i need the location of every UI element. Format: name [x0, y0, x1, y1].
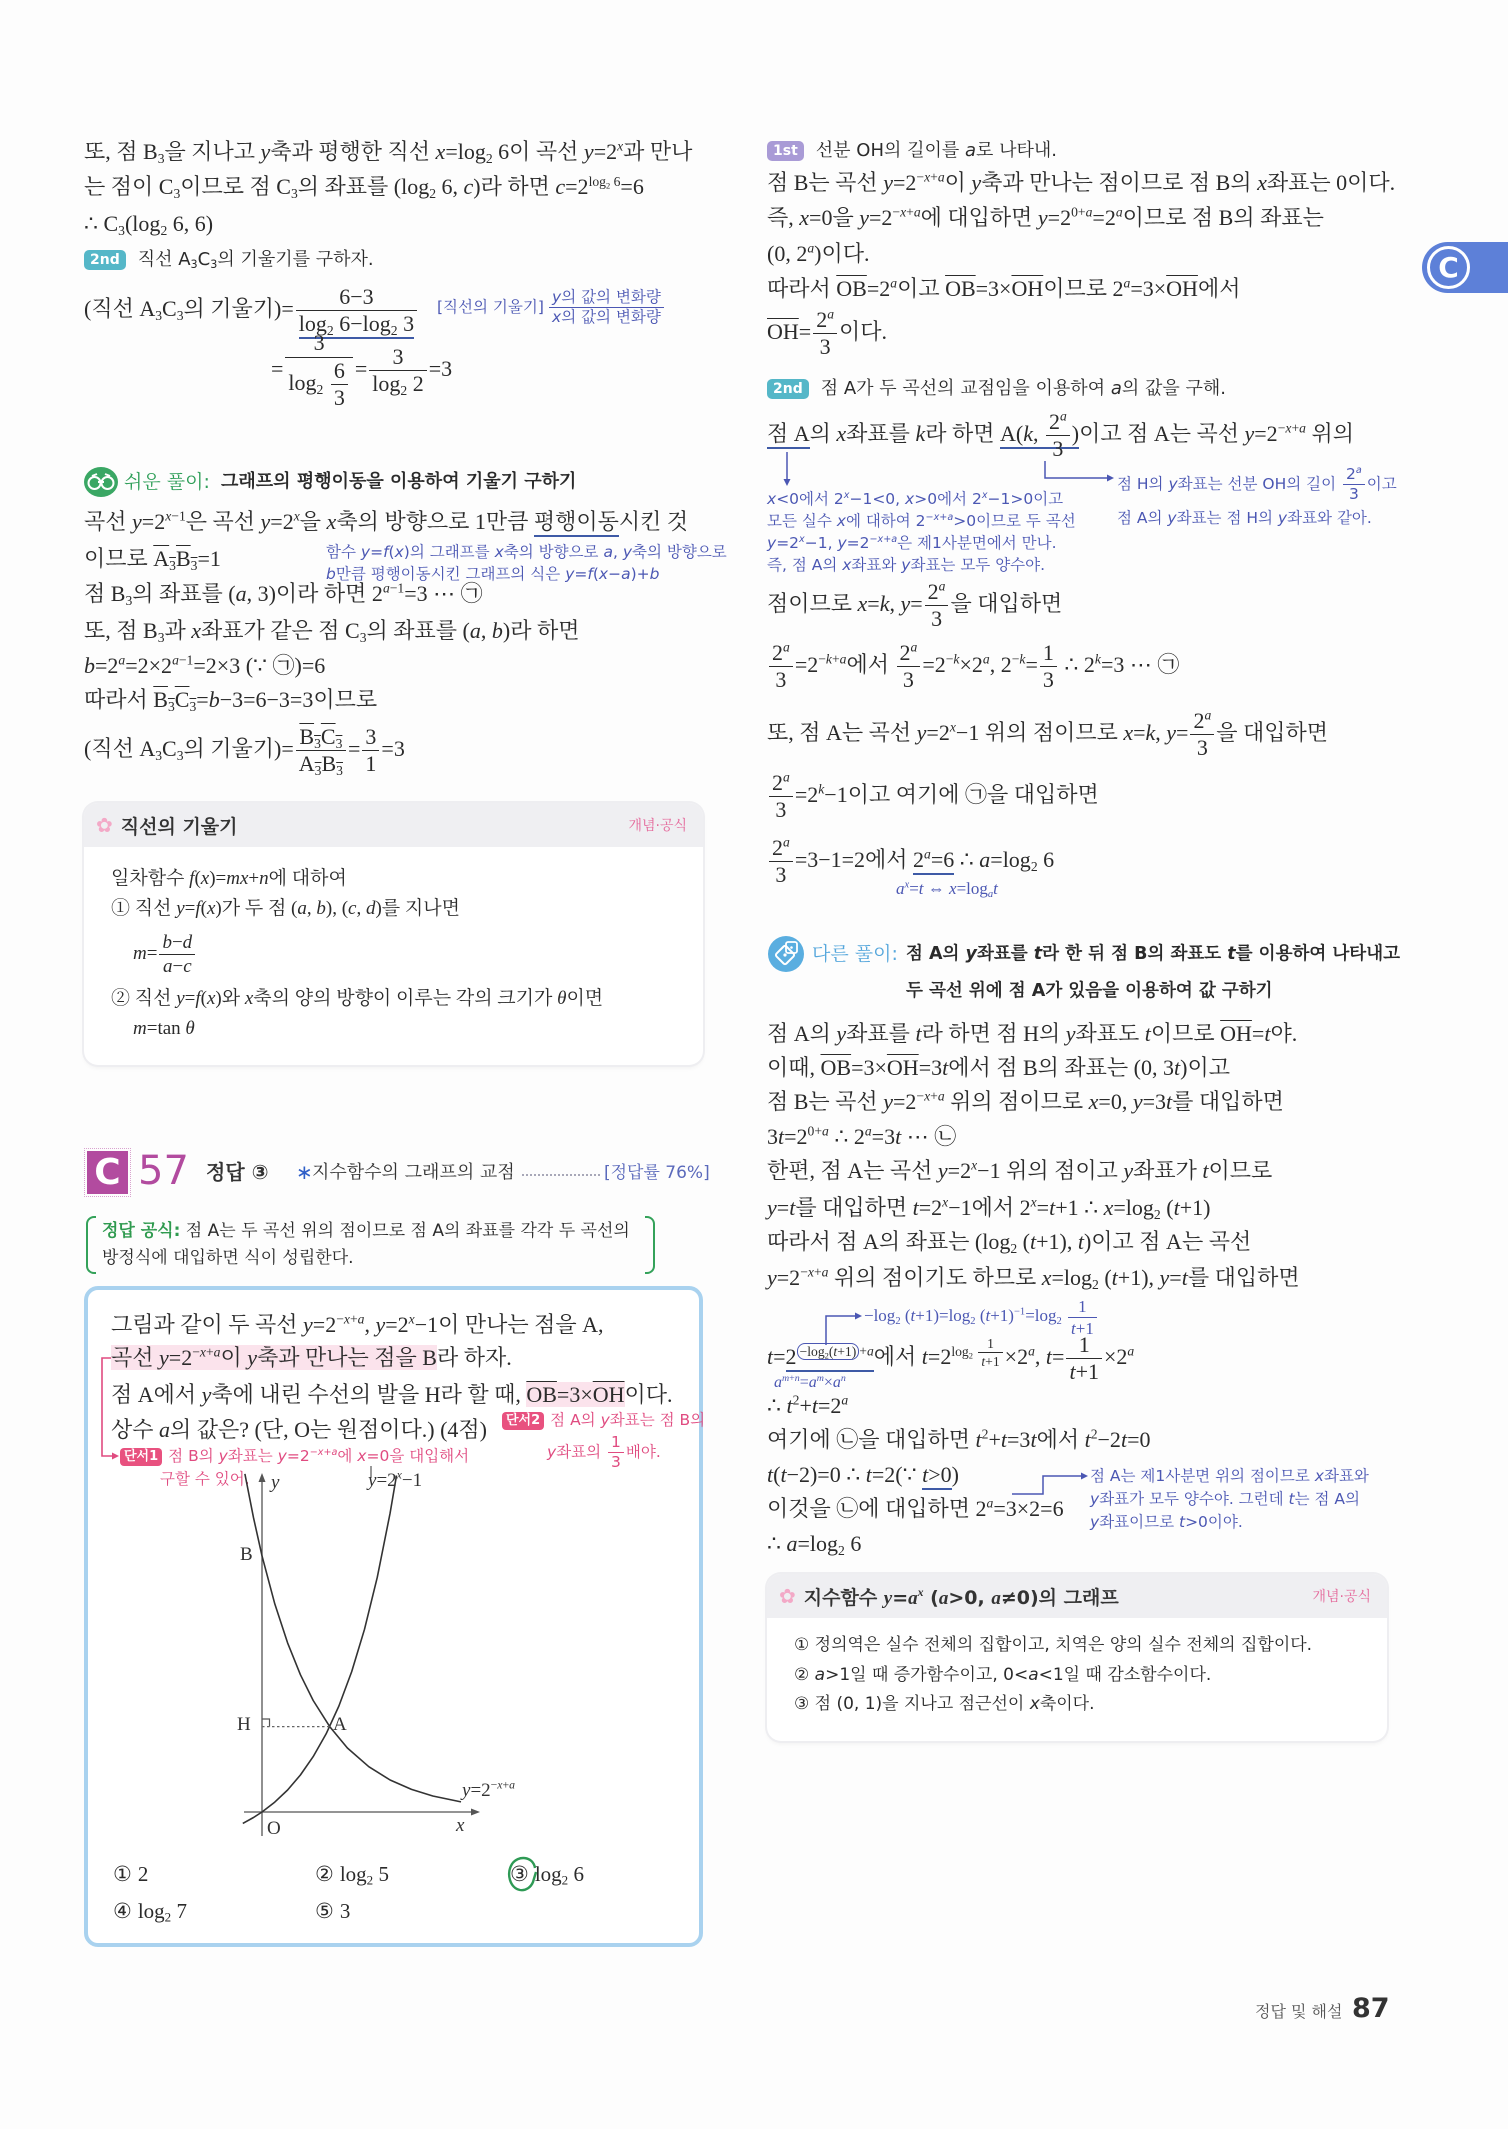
solution-line: 는 점이 $C_3$이므로 점 $C_3$의 좌표를 ($\log_2$ 6, c)라 하면 $c=2^{log_2 6}=6$: [84, 173, 644, 201]
dice-icon: [768, 936, 804, 972]
solution-line: $\frac{2^a}{3}$ $=2^k-1$이고 여기에 ㉠을 대입하면: [767, 765, 1099, 825]
solution-line: ∴ $C_3(\log_2$ 6, 6): [84, 211, 214, 238]
solution-line: t=2 $^{-log_2(t+1) +a}$에서 $t=2^{log_2 \frac{1}{t+1}}$ $\times 2^a$, t= $\frac{1}{t+1}$ $\times 2^a$: [767, 1331, 1135, 1385]
solution-line: 점 $B_3$의 좌표를 (a, 3)이라 하면 $2^{a-1}=3$ ⋯ ㉠: [84, 580, 483, 608]
log-definition-note: $a^x=t$ ⇔ $x=\log_at$: [896, 879, 998, 900]
answer-label: 정답 ③: [206, 1160, 269, 1184]
step-2-badge: 2nd: [84, 250, 126, 270]
solution-line: 점 B는 곡선 $y=2^{-x+a}$ 위의 점이므로 x=0, y=3t를 대입하면: [767, 1088, 1284, 1114]
positive-t-note: y좌표이므로 t>0이야.: [1090, 1513, 1243, 1531]
solution-line: 즉, x=0을 $y=2^{-x+a}$에 대입하면 $y=2^{0+a}=2^a$이므로 점 B의 좌표는: [767, 204, 1324, 230]
problem-line: 곡선 $y=2^{-x+a}$이 y축과 만나는 점을 B라 하자.: [111, 1344, 512, 1370]
solution-line: $\overline{OH}=$ $\frac{2^a}{3}$ 이다.: [767, 306, 888, 360]
x-axis-label: x: [456, 1815, 465, 1836]
log-rewrite-note: $-\log_2$ $(t+1)=\log_2$ $(t+1)^{-1}=\log_2$ $\frac{1}{t+1}$: [864, 1296, 1099, 1338]
easy-solution-title: 그래프의 평행이동을 이용하여 기울기 구하기: [221, 471, 577, 492]
solution-line: 점 A의 y좌표를 t라 하면 점 H의 y좌표도 t이므로 $\overline{OH}=t$야.: [767, 1021, 1298, 1046]
solution-line: y=t를 대입하면 $t=2^x-1$에서 $2^x=t+1$ ∴ $x=\log_2$ (t+1): [767, 1194, 1211, 1222]
translation-note: 함수 y=f(x)의 그래프를 x축의 방향으로 a, y축의 방향으로: [326, 543, 727, 561]
slope-note-formula: $\frac{\text{y의 값의 변화량}}{\text{x의 값의 변화량}}$: [547, 287, 666, 327]
exponential-graph: [230, 1460, 580, 1850]
choice-4[interactable]: ④ $\log_2 7$: [113, 1899, 187, 1925]
solution-line: 이때, $\overline{OB}=3\times\overline{OH}=3t$에서 점 B의 좌표는 (0, 3t)이고: [767, 1055, 1230, 1080]
solution-line: 한편, 점 A는 곡선 $y=2^x-1$ 위의 점이고 y좌표가 t이므로: [767, 1157, 1273, 1183]
solution-line: 점 B는 곡선 $y=2^{-x+a}$이 y축과 만나는 점이므로 점 B의 x좌표는 0이다.: [767, 169, 1396, 195]
slope-note-label: [직선의 기울기]: [437, 298, 544, 316]
solution-line: 따라서 $\overline{OB}=2^a$이고 $\overline{OB}=3\times\overline{OH}$이므로 $2^a=3\times\overline{OH}$에서: [767, 275, 1241, 301]
solution-line: 또, 점 A는 곡선 $y=2^x-1$ 위의 점이므로 x=k, y= $\frac{2^a}{3}$ 을 대입하면: [767, 707, 1329, 761]
solution-line: 또, 점 $B_3$을 지나고 y축과 평행한 직선 $x=\log_2$ 6이 곡선 $y=2^x$과 만나: [84, 138, 693, 166]
binoculars-icon: [84, 467, 118, 497]
quadrant-note: 모든 실수 x에 대하여 $2^{-x+a}>0$이므로 두 곡선: [767, 512, 1076, 530]
topic-mark: ∗: [296, 1160, 313, 1184]
curve-label-decreasing: $y=2^{-x+a}$: [462, 1778, 516, 1801]
concept-title: 지수함수 $y=a^x$ (a>0, a≠0)의 그래프: [803, 1586, 1119, 1609]
flower-icon: ✿: [96, 814, 113, 837]
quadrant-note: 즉, 점 A의 x좌표와 y좌표는 모두 양수야.: [767, 556, 1046, 574]
choice-1[interactable]: ① 2: [113, 1862, 149, 1886]
easy-solution-label: 쉬운 풀이:: [124, 471, 210, 493]
concept-line: m= $\frac{b-d}{a-c}$: [133, 926, 197, 982]
slope-equation: = 3 $\log_2$ $\frac{6}{3}$ = $\frac{3}{\log_2 2}$ =3: [271, 330, 453, 411]
alt-solution-title: 두 곡선 위에 점 A가 있음을 이용하여 값 구하기: [906, 981, 1273, 1001]
concept-tag: 개념·공식: [628, 818, 687, 834]
solution-line: 여기에 ㉡을 대입하면 $t^2+t=3t$에서 $t^2-2t=0$: [767, 1426, 1151, 1452]
solution-line: 곡선 $y=2^{x-1}$은 곡선 $y=2^x$을 x축의 방향으로 1만큼 평행이동시킨 것: [84, 506, 688, 538]
solution-line: 이것을 ㉡에 대입하면 $2^a=3\times 2=6$: [767, 1495, 1064, 1521]
problem-topic: 지수함수의 그래프의 교점: [312, 1162, 515, 1183]
solution-line: 따라서 점 A의 좌표는 ($\log_2$ (t+1), t)이고 점 A는 곡선: [767, 1229, 1252, 1256]
origin-label: O: [267, 1818, 281, 1839]
alt-solution-label: 다른 풀이:: [812, 943, 898, 965]
correct-rate: [정답률 76%]: [604, 1163, 710, 1183]
solution-line: (0, 2$^a$)이다.: [767, 240, 870, 266]
alt-solution-title: 점 A의 y좌표를 t라 한 뒤 점 B의 좌표도 t를 이용하여 나타내고: [906, 944, 1401, 964]
step-1-heading: [767, 133, 1057, 167]
step-2-heading: [767, 371, 1226, 405]
hint-1-text: 구할 수 있어.: [160, 1470, 250, 1488]
solution-line: $y=2^{-x+a}$ 위의 점이기도 하므로 $x=\log_2$ (t+1), y=t를 대입하면: [767, 1264, 1300, 1292]
choice-3-selected[interactable]: ③ $\log_2 6$: [510, 1862, 584, 1888]
solution-line: $b=2^a=2\times 2^{a-1}=2\times 3$ (∵ ㉠)=6: [84, 652, 326, 678]
key-formula-label: 정답 공식:: [102, 1221, 181, 1241]
solution-line: 점이므로 x=k, y= $\frac{2^a}{3}$ 을 대입하면: [767, 578, 1063, 632]
flower-icon: ✿: [779, 1585, 796, 1608]
h-coordinate-note: 점 A의 y좌표는 점 H의 y좌표와 같아.: [1117, 509, 1372, 527]
hint-1-text: 점 B의 y좌표는 $y=2^{-x+a}$에 x=0을 대입해서: [168, 1447, 470, 1465]
concept-box-exponential: [767, 1574, 1387, 1741]
solution-line: 또, 점 $B_3$과 x좌표가 같은 점 $C_3$의 좌표를 (a, b)라 하면: [84, 618, 580, 645]
solution-line: (직선 $A_3C_3$의 기울기)= $\frac{B_3C_3}{A_3B_3}$ = $\frac{3}{1}$ =3: [84, 723, 405, 779]
concept-tag: 개념·공식: [1312, 1589, 1371, 1605]
exponent-rule-note: $a^{m+n}=a^m\times a^n$: [774, 1372, 846, 1391]
right-bracket: [645, 1216, 655, 1274]
dotted-leader: [522, 1174, 600, 1176]
concept-box-header: [767, 1574, 1387, 1618]
point-h-label: H: [237, 1714, 251, 1735]
solution-line: 이므로 $A_3B_3=1$: [84, 546, 221, 573]
positive-t-note: 점 A는 제1사분면 위의 점이므로 x좌표와: [1090, 1467, 1369, 1485]
solution-line: t(t−2)=0 ∴ t=2(∵ t>0): [767, 1459, 959, 1491]
page-number: 87: [1352, 1993, 1390, 2024]
concept-line: m=tan θ: [133, 1018, 195, 1039]
concept-line: ③ 점 (0, 1)을 지나고 점근선이 x축이다.: [794, 1694, 1095, 1714]
h-coordinate-note: 점 H의 y좌표는 선분 OH의 길이 $\frac{2^a}{3}$ 이고: [1117, 464, 1397, 503]
hint-2-badge: 단서2: [502, 1412, 544, 1430]
step-1-text: 선분 OH의 길이를 a로 나타내.: [815, 139, 1058, 161]
hint-1-badge: 단서1: [120, 1448, 162, 1466]
footer-label: 정답 및 해설: [1255, 2002, 1343, 2021]
translation-note: b만큼 평행이동시킨 그래프의 식은 y=f(x−a)+b: [326, 565, 660, 583]
hint-2-text: 점 A의 y좌표는 점 B의: [550, 1411, 706, 1429]
key-formula-text: 점 A는 두 곡선 위의 점이므로 점 A의 좌표를 각각 두 곡선의: [180, 1221, 630, 1241]
step-2-badge: 2nd: [767, 379, 809, 399]
solution-line: 점 A의 x좌표를 k라 하면 A(k, $\frac{2^a}{3}$ )이고 점 A는 곡선 $y=2^{-x+a}$ 위의: [767, 408, 1354, 462]
concept-line: ② 직선 y=f(x)와 x축의 양의 방향이 이루는 각의 크기가 θ이면: [111, 988, 604, 1009]
solution-line: $\frac{2^a}{3}$ $=2^{-k+a}$에서 $\frac{2^a}{3}$ $=2^{-k}\times 2^a$, $2^{-k}=$ $\frac{1}{3}$ ∴ $2^k=3$ ⋯ ㉠: [767, 633, 1179, 697]
solution-line: 따라서 $B_3C_3=b-3=6-3=3$이므로: [84, 687, 378, 714]
hint-2: [502, 1409, 705, 1431]
point-b-label: B: [240, 1544, 253, 1565]
step-2-heading: [84, 242, 374, 276]
left-bracket: [86, 1216, 96, 1274]
positive-t-note: y좌표가 모두 양수야. 그런데 t는 점 A의: [1090, 1490, 1360, 1508]
concept-line: ① 직선 y=f(x)가 두 점 (a, b), (c, d)를 지나면: [111, 898, 460, 919]
curve-label-increasing: $y=2^x-1$: [368, 1468, 423, 1491]
problem-line: 그림과 같이 두 곡선 $y=2^{-x+a}$, $y=2^x-1$이 만나는 점을 A,: [111, 1311, 604, 1337]
solution-line: ∴ $t^2+t=2^a$: [767, 1392, 849, 1418]
quadrant-note: x<0에서 $2^x-1<0$, x>0에서 $2^x-1>0$이고: [767, 490, 1064, 508]
slope-equation: (직선 $A_3C_3$의 기울기)= $\frac{6-3}{\log_2 6-\log_2 3}$: [84, 274, 419, 344]
key-formula-line: [102, 1217, 630, 1245]
problem-line: 점 A에서 y축에 내린 수선의 발을 H라 할 때, $\overline{OB}=3\times\overline{OH}$이다.: [111, 1382, 673, 1407]
solution-line: ∴ $a=\log_2$ 6: [767, 1531, 862, 1558]
concept-line: ① 정의역은 실수 전체의 집합이고, 치역은 양의 실수 전체의 집합이다.: [794, 1635, 1313, 1655]
concept-box-slope: [84, 803, 703, 1065]
quadrant-note: $y=2^x-1$, $y=2^{-x+a}$은 제1사분면에서 만나.: [767, 534, 1057, 552]
section-badge: C: [87, 1151, 128, 1194]
choice-5[interactable]: ⑤ 3: [315, 1899, 351, 1923]
step-2-text: 점 A가 두 곡선의 교점임을 이용하여 a의 값을 구해.: [820, 377, 1226, 399]
problem-number: 57: [138, 1148, 189, 1194]
choice-2[interactable]: ② $\log_2 5$: [315, 1862, 389, 1888]
step-1-badge: 1st: [767, 141, 804, 161]
y-axis-label: y: [271, 1472, 280, 1493]
solution-line: $\frac{2^a}{3}$ =3−1=2에서 $2^a=6$ ∴ $a=\log_2$ 6: [767, 830, 1054, 890]
chapter-tab-letter: C: [1427, 246, 1470, 289]
concept-title: 직선의 기울기: [120, 815, 238, 838]
concept-line: ② a>1일 때 증가함수이고, 0<a<1일 때 감소함수이다.: [794, 1665, 1212, 1685]
concept-box-header: [84, 803, 703, 847]
problem-line: 상수 a의 값은? (단, O는 원점이다.) (4점): [111, 1417, 487, 1442]
chapter-tab[interactable]: [1422, 242, 1508, 293]
concept-line: 일차함수 f(x)=mx+n에 대하여: [111, 868, 347, 889]
point-a-label: A: [333, 1714, 347, 1735]
step-2-text: 직선 $A_3C_3$의 기울기를 구하자.: [137, 248, 374, 272]
solution-line: $3t=2^{0+a}$ ∴ $2^a=3t$ ⋯ ㉡: [767, 1123, 957, 1149]
hint-2-text: y좌표의 $\frac{1}{3}$ 배야.: [547, 1432, 661, 1471]
key-formula-text: 방정식에 대입하면 식이 성립한다.: [102, 1248, 354, 1268]
